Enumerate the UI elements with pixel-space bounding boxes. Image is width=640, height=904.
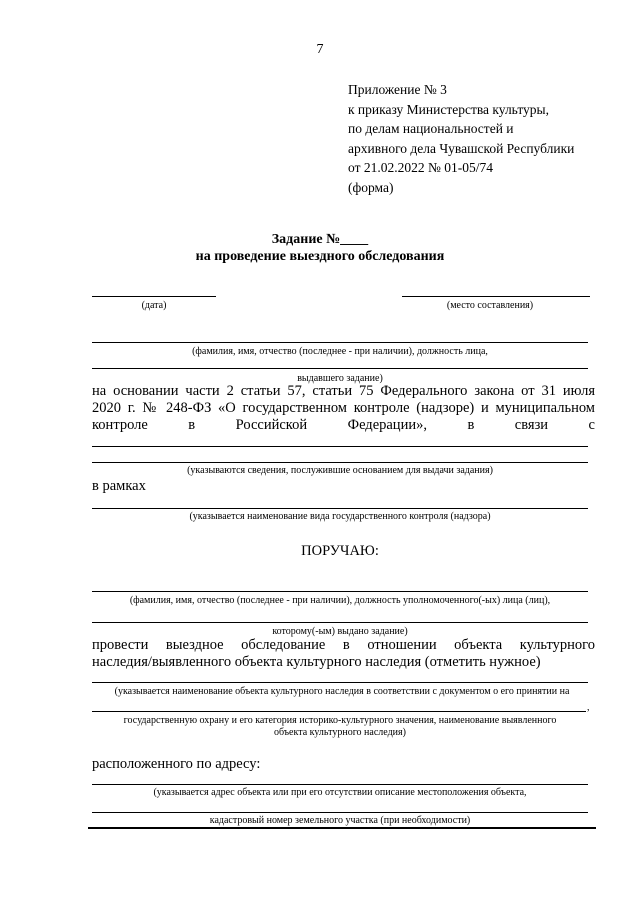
control-type-field-line[interactable] bbox=[92, 508, 588, 509]
place-caption: (место составления) bbox=[446, 300, 534, 311]
basis-text-line: 2020 г. № 248-ФЗ «О государственном контроле (надзоре) и муниципальном bbox=[92, 400, 595, 416]
appendix-line: (форма) bbox=[348, 179, 394, 195]
conduct-text-line: наследия/выявленного объекта культурного наследия (отметить нужное) bbox=[92, 654, 541, 670]
issuer-field-line-2[interactable] bbox=[92, 368, 588, 369]
executor-field-line[interactable] bbox=[92, 591, 588, 592]
executor-caption: (фамилия, имя, отчество (последнее - при наличии), должность уполномоченного(-ых) лица (лиц), bbox=[129, 595, 551, 606]
date-field-line[interactable] bbox=[92, 296, 216, 297]
form-subtitle: на проведение выездного обследования bbox=[195, 249, 445, 264]
appendix-line: к приказу Министерства культуры, bbox=[348, 101, 549, 117]
appendix-line: по делам национальностей и bbox=[348, 121, 514, 137]
comma-mark: , bbox=[587, 702, 590, 713]
issuer-field-line[interactable] bbox=[92, 342, 588, 343]
executor-field-line-2[interactable] bbox=[92, 622, 588, 623]
form-title: Задание №____ bbox=[271, 232, 369, 247]
issuer-caption-2: выдавшего задание) bbox=[297, 373, 383, 384]
order-heading: ПОРУЧАЮ: bbox=[301, 543, 379, 559]
grounds-field-line[interactable] bbox=[92, 446, 588, 447]
date-caption: (дата) bbox=[141, 300, 167, 311]
appendix-header bbox=[348, 80, 574, 198]
grounds-field-line-2[interactable] bbox=[92, 462, 588, 463]
basis-text-line: на основании части 2 статьи 57, статьи 75 Федерального закона от 31 июля bbox=[92, 383, 595, 399]
appendix-line: от 21.02.2022 № 01-05/74 bbox=[348, 160, 493, 176]
grounds-caption: (указываются сведения, послужившие основанием для выдачи задания) bbox=[187, 465, 493, 476]
appendix-line: Приложение № 3 bbox=[348, 82, 447, 97]
address-field-line[interactable] bbox=[92, 784, 588, 785]
issuer-caption: (фамилия, имя, отчество (последнее - при наличии), должность лица, bbox=[192, 346, 488, 357]
object-field-line-2[interactable] bbox=[92, 711, 586, 712]
page-number: 7 bbox=[316, 42, 324, 57]
executor-caption-2: которому(-ым) выдано задание) bbox=[272, 626, 408, 637]
address-caption-2: кадастровый номер земельного участка (при необходимости) bbox=[209, 815, 471, 826]
within-label: в рамках bbox=[92, 478, 146, 494]
basis-text-line: контроле в Российской Федерации», в связи с bbox=[92, 417, 595, 433]
object-field-line[interactable] bbox=[92, 682, 588, 683]
object-caption: (указывается наименование объекта культурного наследия в соответствии с документом о его принятии на bbox=[114, 686, 570, 697]
control-type-caption: (указывается наименование вида государственного контроля (надзора) bbox=[189, 511, 491, 522]
address-field-line-2[interactable] bbox=[92, 812, 588, 813]
object-caption-3: объекта культурного наследия) bbox=[274, 727, 406, 738]
located-label: расположенного по адресу: bbox=[92, 756, 261, 772]
object-caption-2: государственную охрану и его категория историко-культурного значения, наименование выявленного bbox=[123, 715, 557, 726]
appendix-line: архивного дела Чувашской Республики bbox=[348, 140, 575, 156]
place-field-line[interactable] bbox=[402, 296, 590, 297]
conduct-text-line: провести выездное обследование в отношении объекта культурного bbox=[92, 637, 595, 653]
address-caption: (указывается адрес объекта или при его отсутствии описание местоположения объекта, bbox=[153, 787, 527, 798]
section-divider bbox=[88, 827, 596, 829]
